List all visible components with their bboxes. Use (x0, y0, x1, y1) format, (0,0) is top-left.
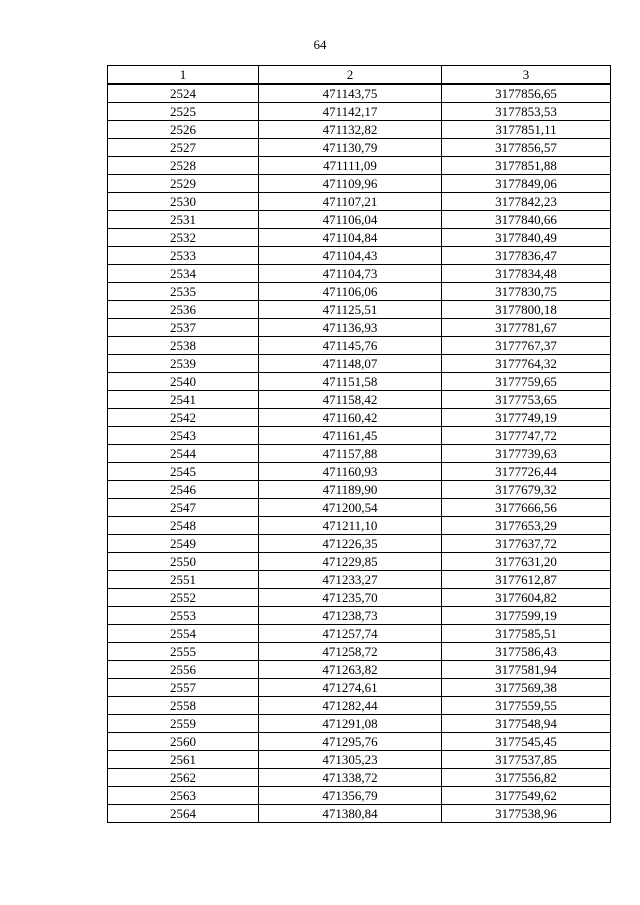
table-cell: 471111,09 (259, 157, 442, 175)
table-header-row (108, 66, 611, 85)
table-cell: 3177749,19 (442, 409, 611, 427)
table-cell: 471125,51 (259, 301, 442, 319)
table-cell: 3177559,55 (442, 697, 611, 715)
table-cell: 3177637,72 (442, 535, 611, 553)
table-cell: 2553 (108, 607, 259, 625)
table-cell: 2528 (108, 157, 259, 175)
page-number: 64 (313, 37, 327, 52)
table-row (108, 697, 611, 715)
column-header: 3 (442, 66, 611, 85)
table-cell: 471104,84 (259, 229, 442, 247)
table-row (108, 391, 611, 409)
table-body (108, 84, 611, 823)
table-cell: 471282,44 (259, 697, 442, 715)
table-cell: 3177545,45 (442, 733, 611, 751)
table-row (108, 751, 611, 769)
table-cell: 2544 (108, 445, 259, 463)
table-row (108, 715, 611, 733)
table-cell: 2530 (108, 193, 259, 211)
table-cell: 471148,07 (259, 355, 442, 373)
table-cell: 3177830,75 (442, 283, 611, 301)
table-row (108, 571, 611, 589)
table-cell: 3177739,63 (442, 445, 611, 463)
table-cell: 3177849,06 (442, 175, 611, 193)
table-cell: 2548 (108, 517, 259, 535)
table-cell: 2541 (108, 391, 259, 409)
table-cell: 471158,42 (259, 391, 442, 409)
table-row (108, 427, 611, 445)
table-cell: 3177581,94 (442, 661, 611, 679)
table-cell: 2561 (108, 751, 259, 769)
table-row (108, 193, 611, 211)
table-row (108, 103, 611, 121)
table-row (108, 84, 611, 103)
table-row (108, 625, 611, 643)
table-cell: 2559 (108, 715, 259, 733)
table-cell: 2545 (108, 463, 259, 481)
table-cell: 2538 (108, 337, 259, 355)
table-row (108, 769, 611, 787)
table-row (108, 733, 611, 751)
table-cell: 3177585,51 (442, 625, 611, 643)
table-cell: 2537 (108, 319, 259, 337)
table-row (108, 607, 611, 625)
table-cell: 471104,73 (259, 265, 442, 283)
table-cell: 3177747,72 (442, 427, 611, 445)
table-cell: 2527 (108, 139, 259, 157)
table-cell: 3177767,37 (442, 337, 611, 355)
table-cell: 2534 (108, 265, 259, 283)
table-cell: 471263,82 (259, 661, 442, 679)
table-cell: 3177759,65 (442, 373, 611, 391)
table-row (108, 463, 611, 481)
column-header: 2 (259, 66, 442, 85)
table-cell: 471143,75 (259, 84, 442, 103)
table-cell: 3177853,53 (442, 103, 611, 121)
table-cell: 2529 (108, 175, 259, 193)
table-row (108, 499, 611, 517)
table-row (108, 283, 611, 301)
table-cell: 2555 (108, 643, 259, 661)
table-cell: 2556 (108, 661, 259, 679)
table-cell: 3177851,11 (442, 121, 611, 139)
table-cell: 2551 (108, 571, 259, 589)
table-cell: 2535 (108, 283, 259, 301)
table-cell: 2532 (108, 229, 259, 247)
table-cell: 2542 (108, 409, 259, 427)
table-cell: 2557 (108, 679, 259, 697)
table-cell: 2547 (108, 499, 259, 517)
table-cell: 2526 (108, 121, 259, 139)
table-row (108, 679, 611, 697)
table-cell: 471295,76 (259, 733, 442, 751)
table-row (108, 301, 611, 319)
table-cell: 471258,72 (259, 643, 442, 661)
table-cell: 3177764,32 (442, 355, 611, 373)
table-cell: 471161,45 (259, 427, 442, 445)
table-cell: 3177586,43 (442, 643, 611, 661)
table-cell: 3177612,87 (442, 571, 611, 589)
table-cell: 2533 (108, 247, 259, 265)
table-cell: 471145,76 (259, 337, 442, 355)
table-row (108, 229, 611, 247)
table-cell: 471238,73 (259, 607, 442, 625)
table-cell: 3177836,47 (442, 247, 611, 265)
table-cell: 2540 (108, 373, 259, 391)
table-cell: 3177549,62 (442, 787, 611, 805)
table-cell: 471305,23 (259, 751, 442, 769)
table-row (108, 553, 611, 571)
table-row (108, 787, 611, 805)
table-cell: 471132,82 (259, 121, 442, 139)
table-cell: 471106,04 (259, 211, 442, 229)
table-cell: 3177631,20 (442, 553, 611, 571)
table-cell: 2560 (108, 733, 259, 751)
table-cell: 2524 (108, 84, 259, 103)
table-cell: 2546 (108, 481, 259, 499)
table-row (108, 211, 611, 229)
table-cell: 3177753,65 (442, 391, 611, 409)
table-row (108, 247, 611, 265)
coordinates-table (107, 65, 611, 823)
table-cell: 3177679,32 (442, 481, 611, 499)
table-cell: 471142,17 (259, 103, 442, 121)
table-cell: 2564 (108, 805, 259, 823)
table-row (108, 517, 611, 535)
table-cell: 2543 (108, 427, 259, 445)
table-cell: 3177537,85 (442, 751, 611, 769)
table-cell: 471109,96 (259, 175, 442, 193)
table-cell: 3177569,38 (442, 679, 611, 697)
table-cell: 471291,08 (259, 715, 442, 733)
table-cell: 2549 (108, 535, 259, 553)
table-row (108, 589, 611, 607)
table-cell: 3177538,96 (442, 805, 611, 823)
table-cell: 471160,93 (259, 463, 442, 481)
table-cell: 3177840,49 (442, 229, 611, 247)
table-cell: 3177834,48 (442, 265, 611, 283)
table-cell: 3177781,67 (442, 319, 611, 337)
column-header: 1 (108, 66, 259, 85)
table-cell: 3177851,88 (442, 157, 611, 175)
table-row (108, 355, 611, 373)
table-row (108, 121, 611, 139)
table-cell: 2562 (108, 769, 259, 787)
table-row (108, 535, 611, 553)
table-row (108, 337, 611, 355)
table-cell: 3177856,65 (442, 84, 611, 103)
table-cell: 471189,90 (259, 481, 442, 499)
table-cell: 2554 (108, 625, 259, 643)
table-cell: 2536 (108, 301, 259, 319)
table-cell: 2539 (108, 355, 259, 373)
table-row (108, 409, 611, 427)
table-cell: 3177556,82 (442, 769, 611, 787)
table-cell: 3177653,29 (442, 517, 611, 535)
table-cell: 471104,43 (259, 247, 442, 265)
table-cell: 3177599,19 (442, 607, 611, 625)
table-cell: 471380,84 (259, 805, 442, 823)
table-cell: 471151,58 (259, 373, 442, 391)
table-cell: 471200,54 (259, 499, 442, 517)
table-row (108, 661, 611, 679)
table-row (108, 805, 611, 823)
table-cell: 3177726,44 (442, 463, 611, 481)
table-cell: 471235,70 (259, 589, 442, 607)
table-row (108, 373, 611, 391)
table-cell: 3177548,94 (442, 715, 611, 733)
table-row (108, 319, 611, 337)
table-cell: 2563 (108, 787, 259, 805)
table-cell: 3177666,56 (442, 499, 611, 517)
table-cell: 3177840,66 (442, 211, 611, 229)
table-cell: 2552 (108, 589, 259, 607)
table-cell: 471226,35 (259, 535, 442, 553)
table-cell: 3177856,57 (442, 139, 611, 157)
table-cell: 471274,61 (259, 679, 442, 697)
table-cell: 471338,72 (259, 769, 442, 787)
table-row (108, 175, 611, 193)
table-cell: 471160,42 (259, 409, 442, 427)
table-row (108, 139, 611, 157)
table-cell: 471106,06 (259, 283, 442, 301)
table-cell: 471257,74 (259, 625, 442, 643)
table-cell: 3177800,18 (442, 301, 611, 319)
table-row (108, 265, 611, 283)
table-cell: 471136,93 (259, 319, 442, 337)
table-cell: 2525 (108, 103, 259, 121)
table-cell: 471233,27 (259, 571, 442, 589)
table-row (108, 157, 611, 175)
table-cell: 471356,79 (259, 787, 442, 805)
table-cell: 2558 (108, 697, 259, 715)
table-cell: 3177842,23 (442, 193, 611, 211)
table-cell: 471157,88 (259, 445, 442, 463)
table-cell: 471130,79 (259, 139, 442, 157)
table-row (108, 481, 611, 499)
table-cell: 2531 (108, 211, 259, 229)
table-row (108, 445, 611, 463)
table-cell: 471211,10 (259, 517, 442, 535)
table-row (108, 643, 611, 661)
table-cell: 471229,85 (259, 553, 442, 571)
table-cell: 471107,21 (259, 193, 442, 211)
table-cell: 3177604,82 (442, 589, 611, 607)
table-cell: 2550 (108, 553, 259, 571)
